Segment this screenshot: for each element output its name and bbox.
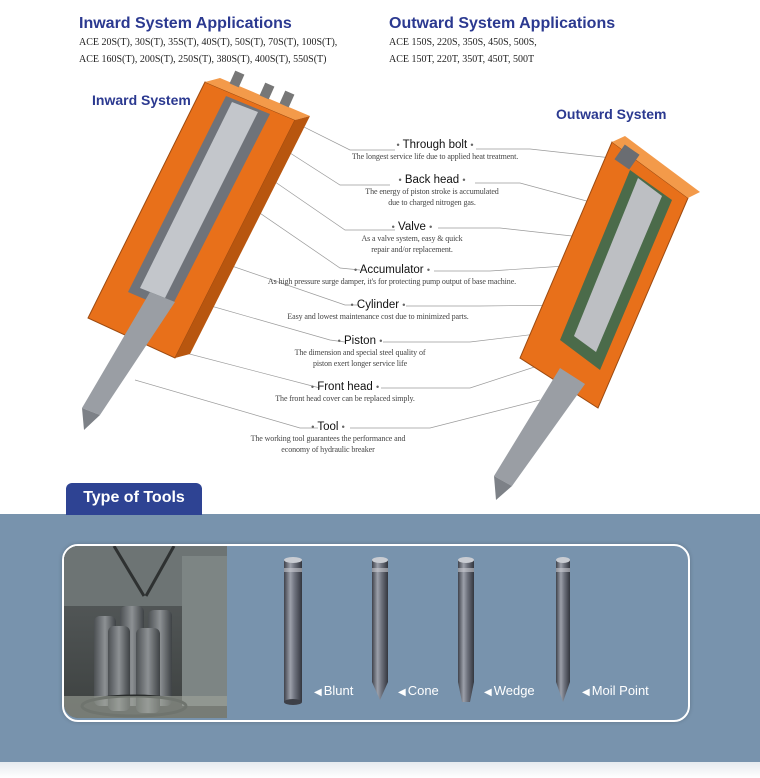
bullet-icon: • [470, 140, 474, 150]
bottom-shadow [0, 762, 760, 778]
callout-front-head [185, 381, 505, 404]
callout-description: due to charged nitrogen gas. [388, 198, 476, 207]
inward-applications-line: ACE 160S(T), 200S(T), 250S(T), 380S(T), 400S(T), 550S(T) [79, 54, 327, 65]
tool-name: Wedge [493, 683, 535, 698]
outward-system-label: Outward System [556, 106, 667, 122]
outward-applications-line: ACE 150T, 220T, 350T, 450T, 500T [389, 54, 535, 65]
callout-description: economy of hydraulic breaker [281, 445, 375, 454]
callout-piston [200, 335, 520, 369]
bullet-icon: • [402, 300, 406, 310]
bullet-icon: • [350, 300, 354, 310]
callout-description: The front head cover can be replaced simply. [275, 394, 415, 403]
moil-point-tool-icon [556, 557, 570, 702]
callout-tool [168, 421, 488, 455]
bullet-icon: • [341, 422, 345, 432]
tool-name: Moil Point [591, 683, 649, 698]
tools-section-heading: Type of Tools [66, 483, 202, 515]
callout-title: Accumulator [359, 264, 424, 276]
callout-description: The dimension and special steel quality of [294, 348, 426, 357]
callout-accumulator [232, 264, 552, 287]
callout-description: As high pressure surge damper, it's for protecting pump output of base machine. [267, 277, 517, 286]
bullet-icon: • [426, 265, 430, 275]
tools-rack-photo-image [64, 546, 227, 718]
callout-title: Through bolt [402, 139, 468, 151]
callout-description: repair and/or replacement. [371, 245, 453, 254]
triangle-left-icon: ◀ [582, 687, 590, 698]
callout-description: piston exert longer service life [312, 359, 408, 368]
tool-name: Cone [407, 683, 439, 698]
callout-title: Front head [317, 381, 373, 393]
wedge-tool-icon [458, 557, 474, 702]
callout-cylinder [218, 299, 538, 322]
bullet-icon: • [429, 222, 433, 232]
bullet-icon: • [379, 336, 383, 346]
callout-description: The energy of piston stroke is accumulated [365, 187, 499, 196]
callout-back-head [272, 174, 592, 208]
callout-title: Cylinder [356, 299, 400, 311]
callout-description: Easy and lowest maintenance cost due to minimized parts. [287, 312, 469, 321]
bullet-icon: • [398, 175, 402, 185]
outward-applications-title: Outward System Applications [389, 15, 616, 32]
cone-tool-icon [372, 557, 388, 700]
tool-name: Blunt [323, 683, 354, 698]
bullet-icon: • [354, 265, 358, 275]
outward-applications-line: ACE 150S, 220S, 350S, 450S, 500S, [389, 37, 537, 48]
bullet-icon: • [391, 222, 395, 232]
callout-title: Valve [398, 221, 426, 233]
callout-description: The working tool guarantees the performance and [250, 434, 406, 443]
triangle-left-icon: ◀ [398, 687, 406, 698]
bullet-icon: • [311, 422, 315, 432]
tool-label-blunt [314, 683, 353, 698]
blunt-tool-icon [284, 557, 302, 705]
tool-label-moil-point [582, 683, 649, 698]
callout-description: As a valve system, easy & quick [361, 234, 463, 243]
callout-valve [252, 221, 572, 255]
tool-label-cone [398, 683, 439, 698]
callout-through-bolt [275, 139, 595, 162]
tools-rack-photo [64, 546, 227, 718]
bullet-icon: • [337, 336, 341, 346]
bullet-icon: • [310, 382, 314, 392]
bullet-icon: • [396, 140, 400, 150]
triangle-left-icon: ◀ [484, 687, 492, 698]
bullet-icon: • [462, 175, 466, 185]
callout-title: Back head [404, 174, 460, 186]
callout-description: The longest service life due to applied heat treatment. [351, 152, 519, 161]
callout-title: Tool [317, 421, 339, 433]
inward-applications-title: Inward System Applications [79, 15, 292, 32]
triangle-left-icon: ◀ [314, 687, 322, 698]
bullet-icon: • [376, 382, 380, 392]
callout-title: Piston [344, 335, 376, 347]
inward-system-label: Inward System [92, 92, 191, 108]
inward-applications-line: ACE 20S(T), 30S(T), 35S(T), 40S(T), 50S(T), 70S(T), 100S(T), [79, 37, 338, 48]
tool-label-wedge [484, 683, 535, 698]
